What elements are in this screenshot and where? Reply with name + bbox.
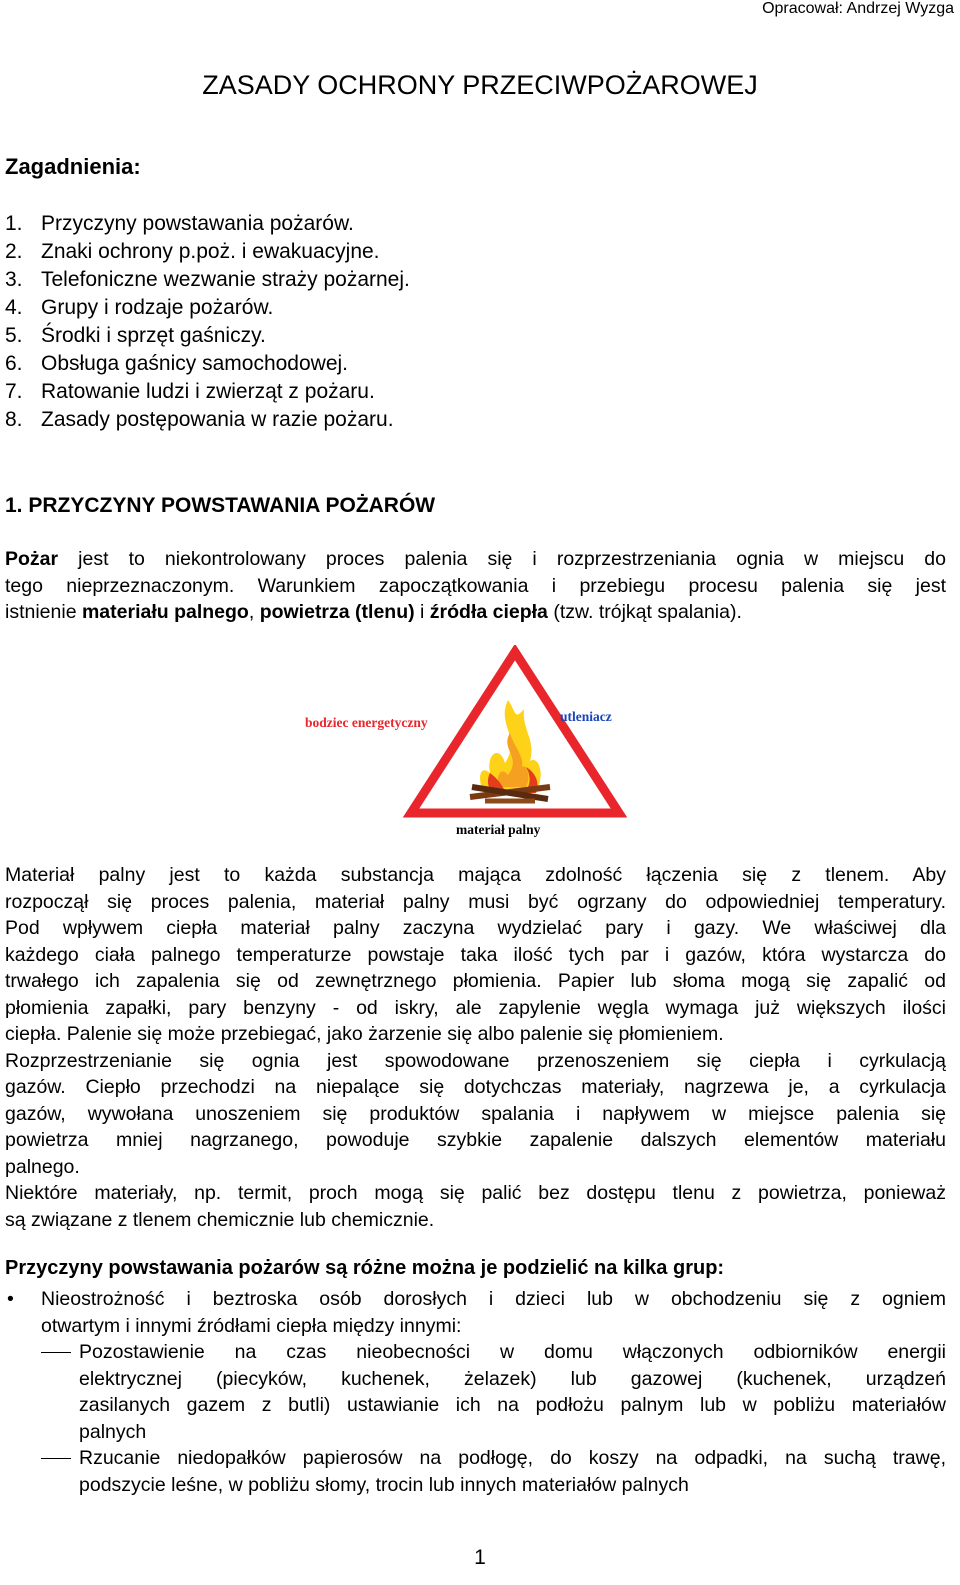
list-line: zasilanych gazem z butli) ustawianie ich na podłożu palnym lub w pobliżu materiałów [79, 1394, 946, 1416]
list-line: Rzucanie niedopałków papierosów na podłogę, do koszy na odpadki, na suchą trawę, [79, 1447, 946, 1469]
sub-list-item [5, 1339, 946, 1445]
agenda-item: 6. Obsługa gaśnicy samochodowej. [5, 352, 349, 375]
agenda-item: 4. Grupy i rodzaje pożarów. [5, 296, 274, 319]
dash-icon [41, 1352, 71, 1353]
body-line: powietrza mniej nagrzanego, powoduje szybkie zapalenie dalszych elementów materiału [5, 1129, 946, 1151]
body-line: gazów. Ciepło przechodzi na niepalące się dotychczas materiały, nagrzewa je, a cyrkulacja [5, 1076, 946, 1098]
list-line: Pozostawienie na czas nieobecności w domu włączonych odbiorników energii [79, 1341, 946, 1363]
label-material: materiał palny [456, 822, 541, 837]
list-item [5, 1286, 946, 1339]
body-line: rozpoczął się proces palenia, materiał palny musi być ogrzany do odpowiedniej temperatury. [5, 890, 946, 913]
agenda-heading: Zagadnienia: [5, 154, 141, 179]
agenda-item: 5. Środki i sprzęt gaśniczy. [5, 324, 266, 347]
body-line: trwałego ich zapalenia się od zewnętrznego płomienia. Papier lub słoma mogą się zapalić od [5, 970, 946, 992]
causes-list [5, 1286, 946, 1498]
body-line: ciepła. Palenie się może przebiegać, jako żarzenie się albo palenie się płomieniem. [5, 1023, 724, 1045]
body-line: palnego. [5, 1155, 80, 1178]
author-credit: Opracował: Andrzej Wyzga [762, 0, 954, 17]
page-number: 1 [474, 1546, 486, 1569]
list-line: otwartym i innymi źródłami ciepła między innymi: [41, 1314, 462, 1337]
fire-triangle-diagram [300, 645, 640, 845]
dash-icon [41, 1458, 71, 1459]
body-line: Rozprzestrzenianie się ognia jest spowodowane przenoszeniem się ciepła i cyrkulacją [5, 1049, 946, 1072]
body-line: Pod wpływem ciepła materiał palny zaczyna wydzielać pary i gazy. We właściwej dla [5, 917, 946, 939]
list-line: podszycie leśne, w pobliżu słomy, trocin lub innych materiałów palnych [79, 1473, 689, 1496]
agenda-item: 7. Ratowanie ludzi i zwierząt z pożaru. [5, 380, 375, 403]
agenda-item: 1. Przyczyny powstawania pożarów. [5, 212, 354, 235]
causes-heading: Przyczyny powstawania pożarów są różne można je podzielić na kilka grup: [5, 1257, 725, 1279]
label-bodziec: bodziec energetyczny [305, 715, 428, 730]
body-line: płomienia zapałki, pary benzyny - od iskry, ale zapylenie węgla wymaga już większych ilości [5, 996, 946, 1019]
intro-line: tego nieprzeznaczonym. Warunkiem zapoczątkowania i przebiegu procesu palenia się jest [5, 574, 946, 597]
body-line: Niektóre materiały, np. termit, proch mogą się palić bez dostępu tlenu z powietrza, ponieważ [5, 1182, 946, 1204]
body-line: gazów, wywołana unoszeniem się produktów spalania i napływem w miejsce palenia się [5, 1102, 946, 1125]
agenda-list [5, 210, 410, 434]
body-line: są związane z tlenem chemicznie lub chemicznie. [5, 1208, 435, 1231]
agenda-item: 2. Znaki ochrony p.poż. i ewakuacyjne. [5, 240, 380, 263]
label-utleniacz: utleniacz [560, 709, 612, 724]
section-heading: 1. PRZYCZYNY POWSTAWANIA POŻARÓW [5, 494, 436, 517]
bullet-icon: • [7, 1288, 14, 1310]
body-line: Materiał palny jest to każda substancja mająca zdolność łączenia się z tlenem. Aby [5, 864, 946, 886]
agenda-item: 3. Telefoniczne wezwanie straży pożarnej. [5, 268, 410, 291]
list-line: elektrycznej (piecyków, kuchenek, żelazek) lub gazowej (kuchenek, urządzeń [79, 1367, 946, 1390]
list-line: palnych [79, 1420, 147, 1443]
intro-line: Pożar jest to niekontrolowany proces palenia się i rozprzestrzeniania ognia w miejscu do [5, 548, 946, 570]
intro-paragraph [5, 546, 946, 626]
sub-list-item [5, 1445, 946, 1498]
body-line: każdego ciała palnego temperaturze powstaje taka ilość tych par i gazów, która wystarcza do [5, 943, 946, 966]
list-line: Nieostrożność i beztroska osób dorosłych i dzieci lub w obchodzeniu się z ogniem [41, 1288, 946, 1310]
body-paragraph [5, 862, 946, 1233]
intro-line: istnienie materiału palnego, powietrza (tlenu) i źródła ciepła (tzw. trójkąt spalania). [5, 601, 742, 623]
flame-icon [470, 700, 550, 801]
page-title: ZASADY OCHRONY PRZECIWPOŻAROWEJ [202, 70, 758, 100]
agenda-item: 8. Zasady postępowania w razie pożaru. [5, 408, 394, 431]
